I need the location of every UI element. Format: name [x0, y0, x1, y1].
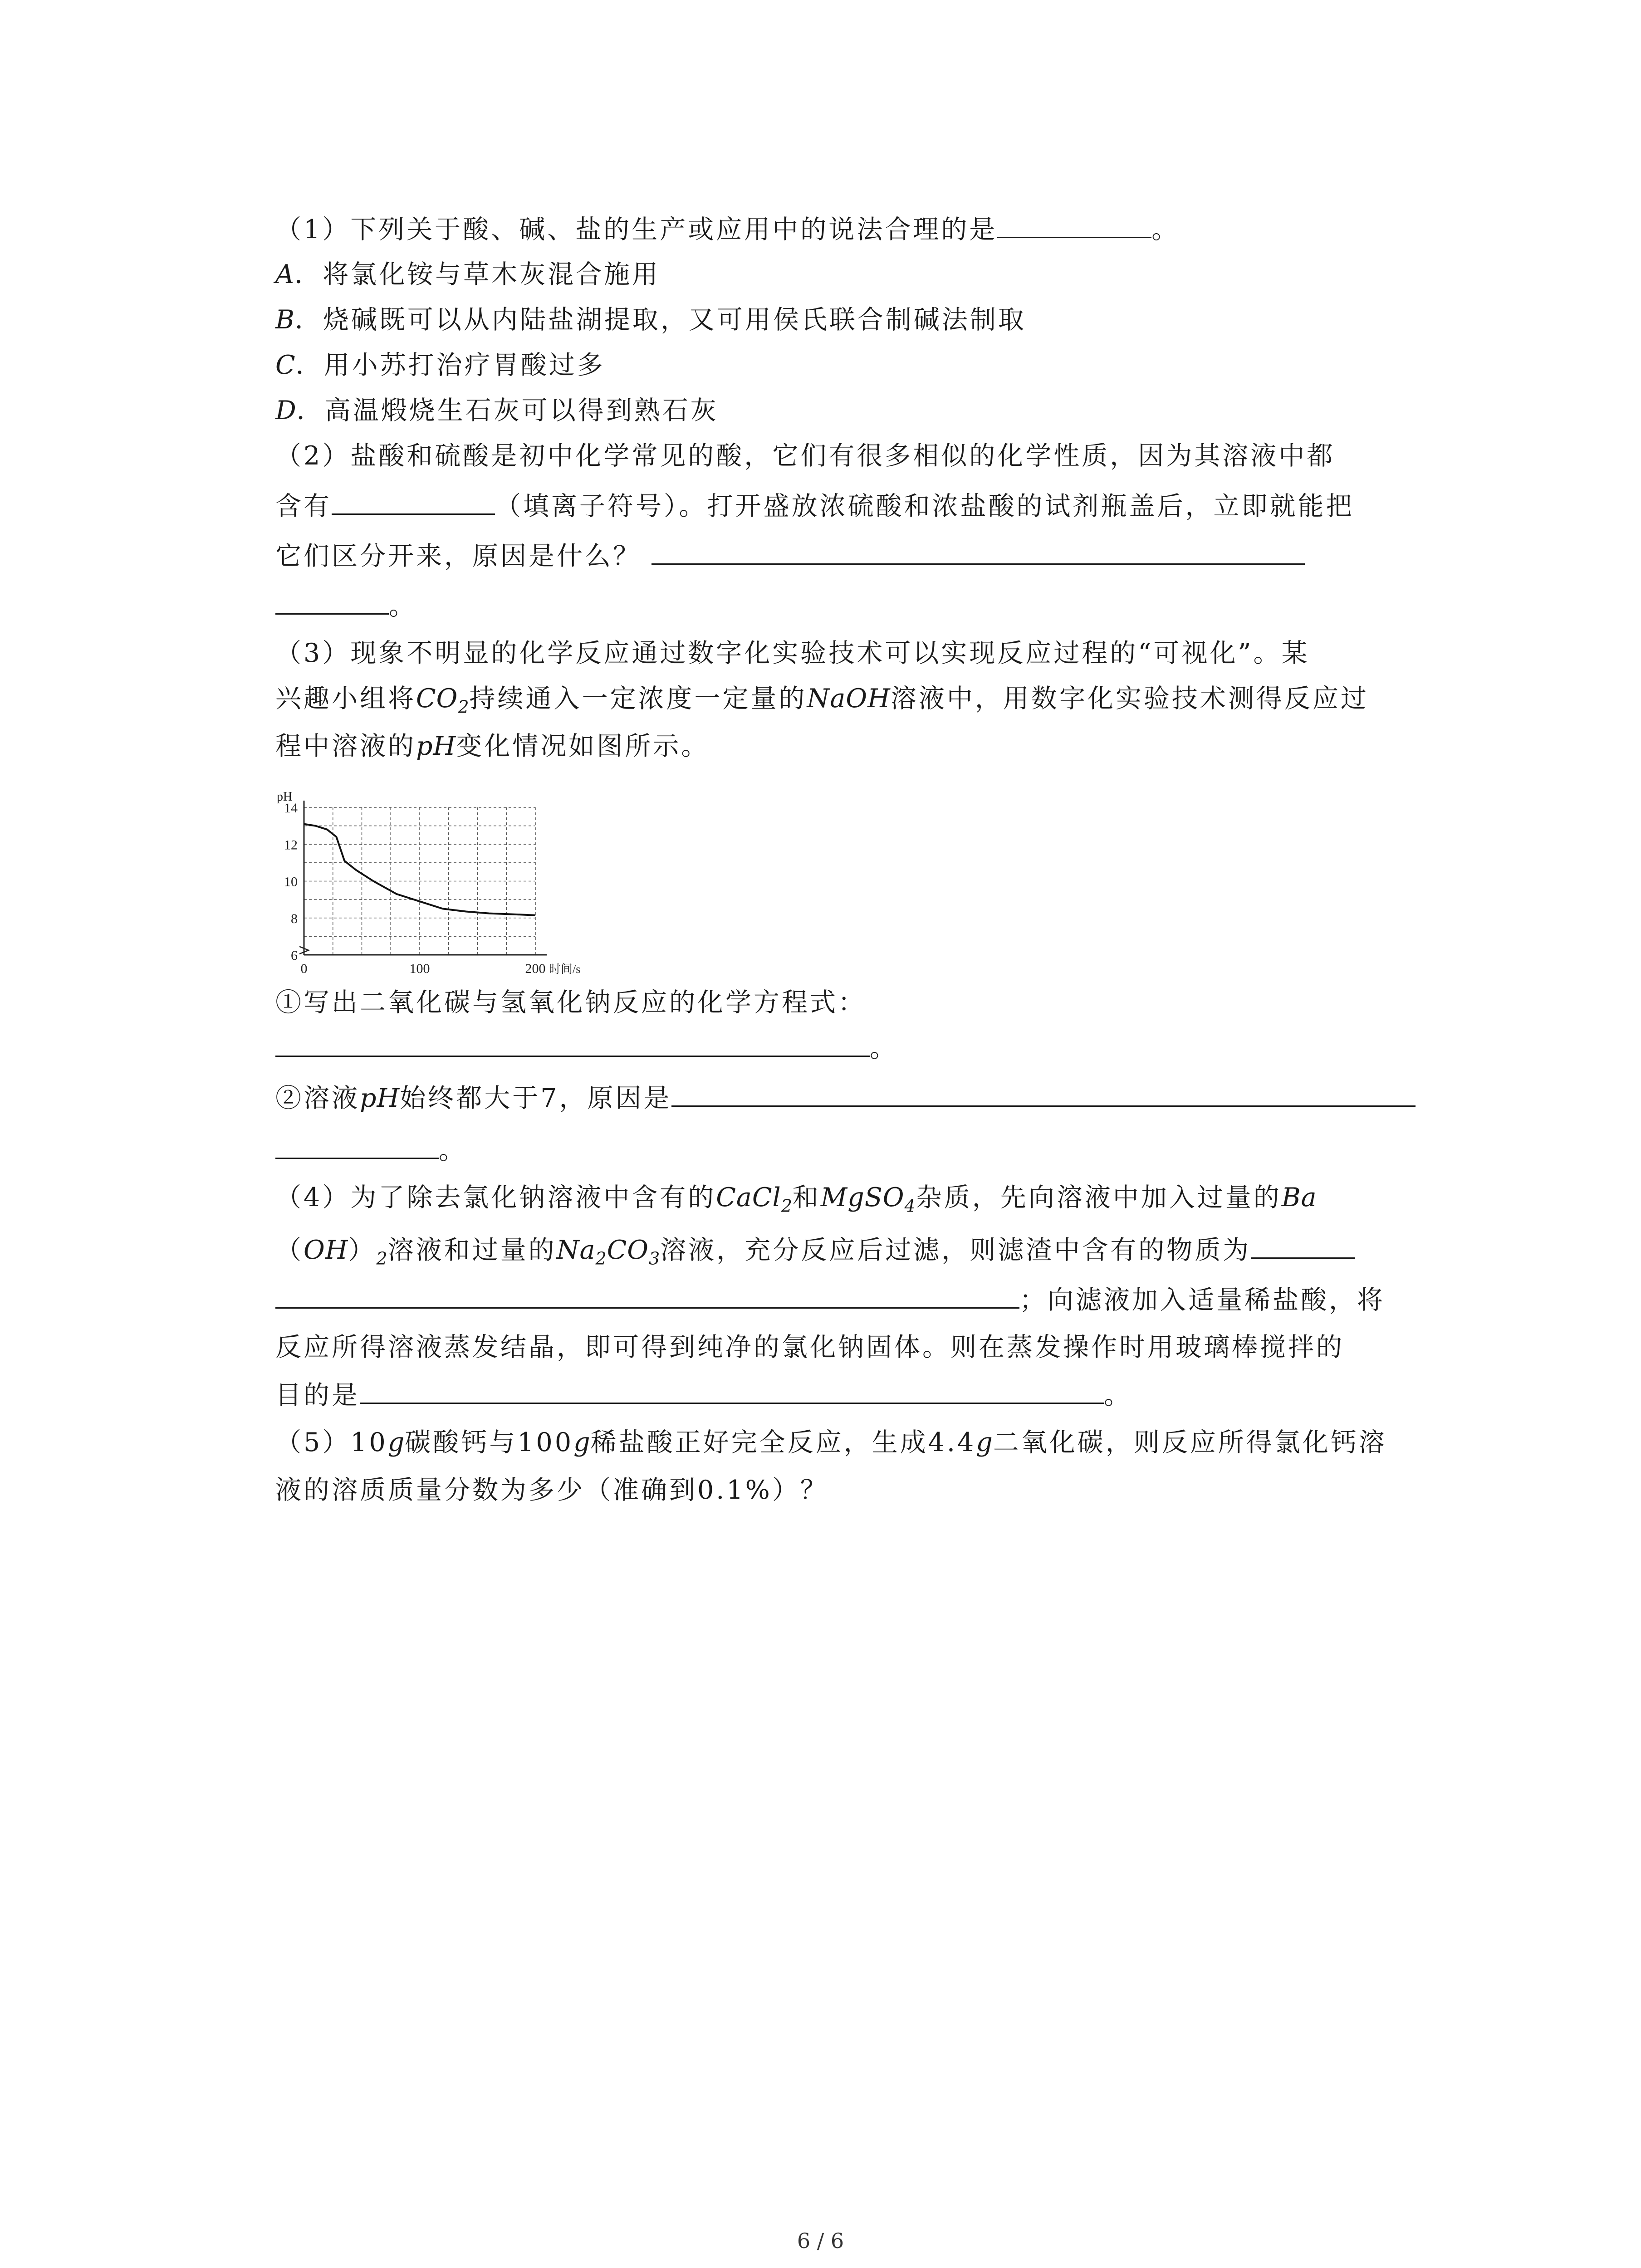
y-tick-label: 14: [284, 801, 298, 816]
q3-line-1: （3）现象不明显的化学反应通过数字化实验技术可以实现反应过程的“可视化”。某: [275, 638, 1310, 668]
ph-chart-svg: [272, 787, 581, 982]
q4-line-4: 反应所得溶液蒸发结晶，即可得到纯净的氯化钠固体。则在蒸发操作时用玻璃棒搅拌的: [275, 1332, 1344, 1362]
q2-line-1: （2）盐酸和硫酸是初中化学常见的酸，它们有很多相似的化学性质，因为其溶液中都: [275, 441, 1335, 471]
q1-option-a: A．将氯化铵与草木灰混合施用: [275, 259, 661, 289]
q1-option-c: C．用小苏打治疗胃酸过多: [275, 350, 605, 380]
x-tick-label: 0: [300, 961, 308, 976]
ph-chart: [272, 787, 581, 982]
y-tick-label: 10: [284, 874, 298, 890]
q2-line-3: 它们区分开来，原因是什么？: [275, 535, 1446, 576]
y-tick-label: 12: [284, 837, 298, 853]
q2-line-4: 。: [275, 585, 1446, 626]
y-tick-label: 6: [291, 948, 298, 963]
q3-line-3: 程中溶液的pH变化情况如图所示。: [275, 731, 710, 761]
q3-line-2: 兴趣小组将$CO_2$持续通入一定浓度一定量的NaOH溶液中，用数字化实验技术测得反应过: [275, 684, 1369, 717]
q3-sub2: ②溶液pH始终都大于7，原因是: [275, 1077, 1446, 1118]
y-axis-label: pH: [277, 790, 293, 804]
q1-option-b: B．烧碱既可以从内陆盐湖提取，又可用侯氏联合制碱法制取: [275, 305, 1026, 335]
q3-sub2-cont: 。: [275, 1129, 1446, 1170]
q1-stem: （1）下列关于酸、碱、盐的生产或应用中的说法合理的是 。: [275, 209, 1446, 249]
page-number: 6 / 6: [797, 2229, 844, 2253]
q3-sub1-answer-line: 。: [275, 1027, 1446, 1068]
q4-line-5: 目的是 。: [275, 1374, 1446, 1415]
q1-option-d: D．高温煅烧生石灰可以得到熟石灰: [275, 396, 719, 425]
x-axis-label: 时间/s: [549, 963, 581, 976]
x-tick-label: 100: [409, 961, 430, 976]
q4-line-1: （4）为了除去氯化钠溶液中含有的CaCl$_2$和MgSO$_4$杂质，先向溶液中加入过量的Ba: [275, 1183, 1317, 1216]
q2-reason-blank-cont[interactable]: [275, 585, 389, 615]
q3-reason-blank[interactable]: [671, 1077, 1416, 1107]
q4-line-2: $(OH)_2$溶液和过量的$Na_2CO_3$溶液，充分反应后过滤，则滤渣中含有的物质为: [275, 1229, 1446, 1270]
x-tick-label: 200: [525, 961, 546, 976]
q2-ion-blank[interactable]: [332, 485, 495, 515]
q3-equation-blank[interactable]: [275, 1027, 870, 1057]
q4-residue-blank[interactable]: [1251, 1229, 1355, 1259]
q4-purpose-blank[interactable]: [360, 1374, 1104, 1404]
y-tick-label: 8: [291, 911, 298, 926]
q3-reason-blank-cont[interactable]: [275, 1129, 439, 1159]
q2-reason-blank[interactable]: [652, 535, 1305, 565]
q1-answer-blank[interactable]: [997, 209, 1151, 238]
q5-line-2: 液的溶质质量分数为多少（准确到0.1%）？: [275, 1475, 828, 1505]
q2-line-2: 含有 （填离子符号）。打开盛放浓硫酸和浓盐酸的试剂瓶盖后，立即就能把: [275, 485, 1446, 526]
q4-residue-blank-cont[interactable]: [275, 1279, 1019, 1309]
q4-line-3: ；向滤液加入适量稀盐酸，将: [275, 1279, 1446, 1320]
q3-sub1: ①写出二氧化碳与氢氧化钠反应的化学方程式：: [275, 987, 866, 1017]
q5-line-1: （5）10g碳酸钙与100g稀盐酸正好完全反应，生成4.4g二氧化碳，则反应所得氯化钙溶: [275, 1427, 1387, 1457]
